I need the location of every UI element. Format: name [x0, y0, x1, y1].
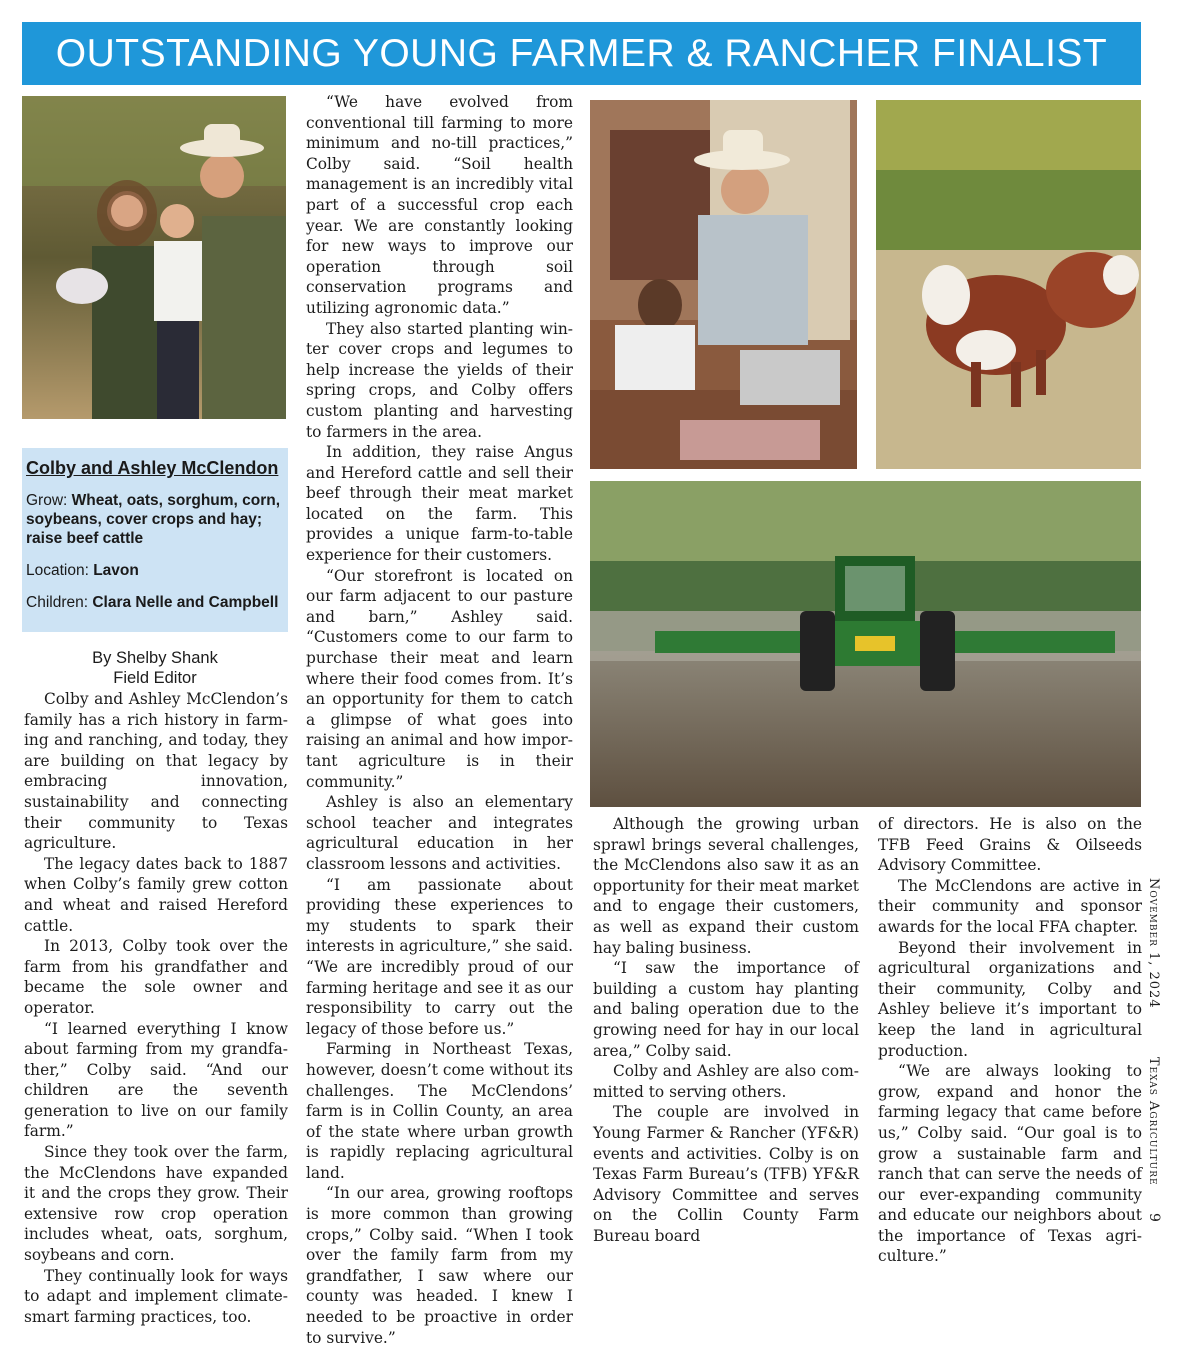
col2-paragraph: “In our area, growing rooftops is more common than growing crops,” Colby said. “When I took over the family farm from my grandfather, I saw where our county was headed. I knew I needed to be proactive in order to survive.” [306, 1184, 573, 1347]
col3-paragraph: Colby and Ashley are also committed to serving others. [593, 1062, 859, 1101]
col2-paragraph: Farming in Northeast Texas, however, doesn’t come without its challenges. The McClendons’ farm is in Collin County, an area of the state where urban growth is rapidly replacing agricultural land. [306, 1040, 573, 1182]
col4-paragraph: The McClendons are active in their community and sponsor awards for the local FFA chapter. [878, 876, 1142, 936]
page-number: 9 [1146, 1213, 1162, 1222]
grow-value: Wheat, oats, sorghum, corn, soybeans, cover crops and hay; raise beef cattle [26, 492, 281, 547]
family-photo [22, 96, 286, 419]
publication-name: Texas Agriculture [1146, 1056, 1161, 1186]
col3-paragraph: “I saw the importance of building a custom hay planting and baling operation due to the growing need for hay in our local area,” Colby said. [593, 959, 859, 1060]
grow-line [26, 491, 284, 548]
section-banner: OUTSTANDING YOUNG FARMER & RANCHER FINALIST [22, 22, 1141, 85]
col2-paragraph: Ashley is also an elementary school teacher and integrates agricultural education in her classroom lessons and activities. [306, 793, 573, 873]
col2-paragraph: “We have evolved from conventional till farming to more minimum and no-till practices,” Colby said. “Soil health management is an incredibly vital part of a successful crop each year. We are constantly looking for new ways to improve our operation through soil conservation programs and utilizing agronomic data.” [306, 93, 573, 317]
col4-paragraph: “We are always looking to grow, expand and honor the farming legacy that came before us,” Colby said. “Our goal is to grow a sustainable farm and ranch that can serve the needs of our ever-expanding community and educate our neighbors about the importance of Texas agriculture.” [878, 1062, 1142, 1266]
cattle-photo [876, 100, 1141, 469]
location-line [26, 561, 284, 580]
grow-label: Grow: [26, 492, 72, 509]
children-value: Clara Nelle and Campbell [92, 594, 279, 611]
issue-date: November 1, 2024 [1146, 878, 1161, 1009]
col3-paragraph: Although the growing urban sprawl brings several challenges, the McClendons also saw it as an opportunity for their meat market and to engage their customers, as well as expand their custom hay baling business. [593, 815, 859, 957]
col2-paragraph: “Our storefront is located on our farm adjacent to our pasture and barn,” Ashley said. “Customers come to our farm to purchase their meat and learn where their food comes from. It’s an opportunity for them to catch a glimpse of what goes into raising an animal and how important agriculture is in their community.” [306, 566, 573, 791]
farmer-names: Colby and Ashley McClendon [26, 458, 279, 478]
article-column-4 [878, 814, 1142, 1267]
location-value: Lavon [93, 562, 139, 579]
byline-role: Field Editor [113, 669, 197, 687]
col1-paragraph: Colby and Ashley McClendon’s family has a rich history in farming and ranching, and today, they are building on that legacy by embracing innovation, sustainability and connecting their community to Texas agriculture. [24, 690, 288, 853]
byline [22, 648, 288, 688]
tractor-photo [590, 481, 1141, 807]
col4-paragraph: Beyond their involvement in agricultural organizations and their community, Colby and Ashley believe it’s important to keep the land in agricultural production. [878, 938, 1142, 1060]
col2-paragraph: In addition, they raise Angus and Hereford cattle and sell their beef through their meat market located on the farm. This provides a unique farm-to-table experience for their customers. [306, 443, 573, 565]
col2-paragraph: They also started planting winter cover crops and legumes to help increase the yields of their spring crops, and Colby offers custom planting and harvesting to farmers in the area. [306, 319, 573, 441]
article-column-3 [593, 814, 859, 1246]
farmer-info-box [22, 448, 288, 632]
col1-paragraph: They continually look for ways to adapt and implement climate-smart farming practices, too. [24, 1266, 288, 1326]
col1-paragraph: In 2013, Colby took over the farm from his grandfather and became the sole owner and operator. [24, 937, 288, 1017]
byline-author: By Shelby Shank [92, 649, 218, 667]
page-footer-sidebar [1146, 878, 1161, 1186]
col3-paragraph: The couple are involved in Young Farmer & Rancher (YF&R) events and activities. Colby is on Texas Farm Bureau’s (TFB) YF&R Advisory Committee and serves on the Collin County Farm Bureau board [593, 1103, 859, 1245]
location-label: Location: [26, 562, 94, 579]
col1-paragraph: Since they took over the farm, the McClendons have expanded it and the crops they grow. Their extensive row crop operation includes wheat, oats, sorghum, soybeans and corn. [24, 1143, 288, 1265]
article-column-2 [306, 92, 573, 1348]
children-label: Children: [26, 594, 93, 611]
col1-paragraph: “I learned everything I know about farming from my grandfather,” Colby said. “And our children are the seventh generation to live on our family farm.” [24, 1019, 288, 1141]
col2-paragraph: “I am passionate about providing these experiences to my students to spark their interests in agriculture,” she said. “We are incredibly proud of our farming heritage and see it as our responsibility to carry out the legacy of those before us.” [306, 875, 573, 1038]
children-line [26, 593, 284, 612]
col1-paragraph: The legacy dates back to 1887 when Colby’s family grew cotton and wheat and raised Hereford cattle. [24, 854, 288, 935]
meat-market-photo [590, 100, 857, 469]
col4-paragraph: of directors. He is also on the TFB Feed Grains & Oilseeds Advisory Committee. [878, 815, 1142, 875]
article-column-1 [24, 689, 288, 1327]
